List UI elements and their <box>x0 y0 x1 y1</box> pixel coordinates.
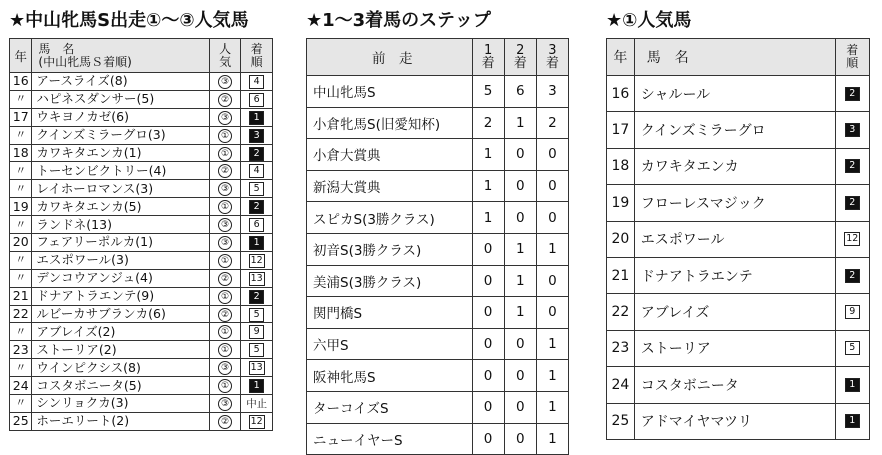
header-second-l1: 2 <box>516 43 525 58</box>
cell-previous-race: 新潟大賞典 <box>307 170 473 202</box>
finish-badge: 2 <box>249 290 264 304</box>
header-previous-race: 前 走 <box>307 39 473 76</box>
table-header-row <box>10 39 273 73</box>
cell-year: 20 <box>10 234 32 252</box>
cell-finish <box>241 73 273 91</box>
cell-year: 19 <box>607 185 635 221</box>
cell-finish <box>241 198 273 216</box>
cell-popularity <box>209 359 241 377</box>
header-second <box>504 39 536 76</box>
finish-badge: 13 <box>250 362 263 374</box>
cell-horse-name: アドマイヤマツリ <box>634 403 835 439</box>
cell-year: 17 <box>10 108 32 126</box>
cell-horse-name: クインズミラーグロ <box>634 112 835 148</box>
popularity-circle: ① <box>218 254 232 268</box>
cell-first-count: 1 <box>472 202 504 234</box>
cell-year: 23 <box>10 341 32 359</box>
finish-badge: 1 <box>249 111 264 125</box>
header-popularity-l1: 人 <box>219 41 232 56</box>
cell-year: 〃 <box>10 359 32 377</box>
cell-horse-name: エスポワール <box>634 221 835 257</box>
header-popularity <box>209 39 241 73</box>
cell-second-count: 0 <box>504 202 536 234</box>
cell-finish <box>835 294 869 330</box>
cell-year: 〃 <box>10 90 32 108</box>
table-row <box>10 108 273 126</box>
table-row <box>10 323 273 341</box>
cell-horse-name: デンコウアンジュ(4) <box>32 269 209 287</box>
cell-horse-name: カワキタエンカ(5) <box>32 198 209 216</box>
cell-horse-name: フェアリーポルカ(1) <box>32 234 209 252</box>
table-row <box>607 76 870 112</box>
finish-badge: 3 <box>845 123 860 137</box>
finish-badge: 2 <box>845 269 860 283</box>
table-row <box>10 359 273 377</box>
cell-year: 〃 <box>10 323 32 341</box>
table-row <box>307 391 569 423</box>
cell-first-count: 0 <box>472 265 504 297</box>
table-row <box>10 198 273 216</box>
table-header-row <box>607 39 870 76</box>
table-row <box>10 377 273 395</box>
table-header-row <box>307 39 569 76</box>
cell-finish <box>241 162 273 180</box>
header-name-main: 馬 名 <box>38 41 75 56</box>
cell-first-count: 0 <box>472 391 504 423</box>
table-row <box>10 251 273 269</box>
cell-finish <box>241 341 273 359</box>
cell-year: 〃 <box>10 180 32 198</box>
cell-horse-name: ルビーカサブランカ(6) <box>32 305 209 323</box>
cell-finish <box>241 323 273 341</box>
cell-horse-name: アブレイズ <box>634 294 835 330</box>
popularity-circle: ② <box>218 164 232 178</box>
table-popular-runners <box>9 38 273 431</box>
cell-previous-race: スピカS(3勝クラス) <box>307 202 473 234</box>
cell-finish <box>241 108 273 126</box>
cell-horse-name: アブレイズ(2) <box>32 323 209 341</box>
popularity-circle: ① <box>218 147 232 161</box>
cell-first-count: 0 <box>472 297 504 329</box>
cell-finish <box>835 221 869 257</box>
table-row <box>607 367 870 403</box>
header-first <box>472 39 504 76</box>
header-third <box>536 39 568 76</box>
title-top-popular-runners: ★中山牝馬S出走①～③人気馬 <box>9 10 249 31</box>
header-finish <box>835 39 869 76</box>
cell-finish <box>835 257 869 293</box>
finish-badge: 2 <box>249 200 264 214</box>
popularity-circle: ② <box>218 93 232 107</box>
cell-horse-name: レイホーロマンス(3) <box>32 180 209 198</box>
cell-year: 22 <box>10 305 32 323</box>
cell-previous-race: 小倉牝馬S(旧愛知杯) <box>307 107 473 139</box>
finish-badge: 2 <box>249 147 264 161</box>
cell-year: 〃 <box>10 269 32 287</box>
table-row <box>307 328 569 360</box>
popularity-circle: ② <box>218 415 232 429</box>
title-top3-steps: ★1～3着馬のステップ <box>306 10 491 31</box>
table-row <box>10 234 273 252</box>
cell-second-count: 0 <box>504 423 536 455</box>
cell-horse-name: シャルール <box>634 76 835 112</box>
cell-finish <box>241 269 273 287</box>
cell-finish <box>241 126 273 144</box>
cell-finish <box>835 76 869 112</box>
popularity-circle: ③ <box>218 182 232 196</box>
table-row <box>307 170 569 202</box>
cell-horse-name: コスタボニータ <box>634 367 835 403</box>
cell-year: 17 <box>607 112 635 148</box>
cell-popularity <box>209 412 241 430</box>
table-first-favorite <box>606 38 870 440</box>
finish-badge: 12 <box>846 233 859 245</box>
cell-previous-race: 美浦S(3勝クラス) <box>307 265 473 297</box>
cell-popularity <box>209 305 241 323</box>
table-row <box>10 180 273 198</box>
finish-badge: 2 <box>845 196 860 210</box>
header-finish-l1: 着 <box>250 41 263 56</box>
cell-popularity <box>209 341 241 359</box>
table-row <box>607 330 870 366</box>
finish-badge: 1 <box>845 378 860 392</box>
finish-badge: 5 <box>249 343 264 357</box>
cell-third-count: 2 <box>536 107 568 139</box>
cell-popularity <box>209 73 241 91</box>
cell-previous-race: 小倉大賞典 <box>307 139 473 171</box>
cell-finish <box>835 148 869 184</box>
cell-finish <box>241 395 273 413</box>
cell-popularity <box>209 251 241 269</box>
table-row <box>10 126 273 144</box>
popularity-circle: ③ <box>218 361 232 375</box>
popularity-circle: ③ <box>218 75 232 89</box>
cell-year: 16 <box>607 76 635 112</box>
popularity-circle: ① <box>218 200 232 214</box>
header-finish-l2: 順 <box>846 56 859 70</box>
table-row <box>10 287 273 305</box>
popularity-circle: ① <box>218 290 232 304</box>
finish-badge: 13 <box>250 272 263 284</box>
cell-third-count: 0 <box>536 170 568 202</box>
finish-badge: 12 <box>250 254 263 266</box>
cell-first-count: 5 <box>472 76 504 108</box>
cell-second-count: 0 <box>504 360 536 392</box>
cell-second-count: 0 <box>504 139 536 171</box>
cell-popularity <box>209 198 241 216</box>
header-third-l1: 3 <box>548 43 557 58</box>
table-row <box>607 112 870 148</box>
cell-finish <box>241 234 273 252</box>
cell-previous-race: 阪神牝馬S <box>307 360 473 392</box>
cell-popularity <box>209 234 241 252</box>
popularity-circle: ② <box>218 308 232 322</box>
header-second-l2: 着 <box>513 56 527 71</box>
table-row <box>307 202 569 234</box>
table-body <box>10 73 273 431</box>
cell-third-count: 1 <box>536 328 568 360</box>
table-row <box>10 216 273 234</box>
cell-previous-race: 初音S(3勝クラス) <box>307 233 473 265</box>
table-row <box>307 265 569 297</box>
cell-year: 〃 <box>10 126 32 144</box>
cell-previous-race: ニューイヤーS <box>307 423 473 455</box>
cell-horse-name: ホーエリート(2) <box>32 412 209 430</box>
finish-badge: 5 <box>249 182 264 196</box>
cell-second-count: 0 <box>504 170 536 202</box>
finish-badge: 1 <box>249 236 264 250</box>
table-row <box>607 185 870 221</box>
cell-horse-name: エスポワール(3) <box>32 251 209 269</box>
table-row <box>607 148 870 184</box>
cell-year: 19 <box>10 198 32 216</box>
popularity-circle: ② <box>218 272 232 286</box>
cell-popularity <box>209 126 241 144</box>
cell-popularity <box>209 144 241 162</box>
cell-horse-name: ウキヨノカゼ(6) <box>32 108 209 126</box>
finish-badge: 5 <box>845 341 860 355</box>
popularity-circle: ③ <box>218 397 232 411</box>
table-body <box>607 76 870 440</box>
cell-first-count: 0 <box>472 328 504 360</box>
table-row <box>10 269 273 287</box>
cell-year: 25 <box>607 403 635 439</box>
cell-previous-race: 中山牝馬S <box>307 76 473 108</box>
cell-horse-name: カワキタエンカ <box>634 148 835 184</box>
cell-third-count: 0 <box>536 265 568 297</box>
header-first-l2: 着 <box>481 56 495 71</box>
cell-horse-name: ウインピクシス(8) <box>32 359 209 377</box>
cell-third-count: 1 <box>536 423 568 455</box>
table-row <box>307 139 569 171</box>
header-year: 年 <box>10 39 32 73</box>
popularity-circle: ① <box>218 325 232 339</box>
cell-third-count: 1 <box>536 360 568 392</box>
cell-year: 23 <box>607 330 635 366</box>
cell-first-count: 1 <box>472 139 504 171</box>
header-finish <box>241 39 273 73</box>
cell-finish <box>835 112 869 148</box>
table-previous-race-steps <box>306 38 569 455</box>
cell-year: 18 <box>607 148 635 184</box>
cell-popularity <box>209 180 241 198</box>
cell-third-count: 0 <box>536 202 568 234</box>
cell-horse-name: カワキタエンカ(1) <box>32 144 209 162</box>
cell-horse-name: シンリョクカ(3) <box>32 395 209 413</box>
header-finish-l2: 順 <box>250 54 263 69</box>
cell-finish <box>241 251 273 269</box>
cell-finish <box>835 367 869 403</box>
header-year: 年 <box>607 39 635 76</box>
table-row <box>307 360 569 392</box>
finish-badge: 中止 <box>246 397 268 410</box>
cell-year: 20 <box>607 221 635 257</box>
cell-popularity <box>209 216 241 234</box>
cell-third-count: 0 <box>536 297 568 329</box>
table-row <box>10 412 273 430</box>
cell-horse-name: トーセンビクトリー(4) <box>32 162 209 180</box>
cell-first-count: 0 <box>472 423 504 455</box>
cell-first-count: 2 <box>472 107 504 139</box>
finish-badge: 4 <box>249 75 264 89</box>
finish-badge: 1 <box>845 414 860 428</box>
popularity-circle: ① <box>218 379 232 393</box>
popularity-circle: ③ <box>218 218 232 232</box>
finish-badge: 1 <box>249 379 264 393</box>
cell-finish <box>241 377 273 395</box>
cell-horse-name: ドナアトラエンテ(9) <box>32 287 209 305</box>
cell-finish <box>835 403 869 439</box>
cell-second-count: 1 <box>504 233 536 265</box>
cell-year: 〃 <box>10 251 32 269</box>
table-row <box>10 341 273 359</box>
cell-finish <box>241 305 273 323</box>
cell-finish <box>241 216 273 234</box>
cell-third-count: 1 <box>536 391 568 423</box>
cell-first-count: 0 <box>472 360 504 392</box>
header-finish-l1: 着 <box>846 43 859 57</box>
table-body <box>307 76 569 455</box>
cell-year: 22 <box>607 294 635 330</box>
cell-popularity <box>209 162 241 180</box>
cell-first-count: 0 <box>472 233 504 265</box>
cell-horse-name: ストーリア(2) <box>32 341 209 359</box>
cell-popularity <box>209 90 241 108</box>
cell-popularity <box>209 287 241 305</box>
cell-second-count: 0 <box>504 391 536 423</box>
header-third-l2: 着 <box>545 56 559 71</box>
finish-badge: 3 <box>249 129 264 143</box>
header-name-sub: (中山牝馬Ｓ着順) <box>38 54 132 69</box>
finish-badge: 2 <box>845 87 860 101</box>
cell-year: 21 <box>607 257 635 293</box>
cell-finish <box>241 287 273 305</box>
cell-finish <box>241 412 273 430</box>
popularity-circle: ① <box>218 129 232 143</box>
cell-year: 24 <box>607 367 635 403</box>
cell-finish <box>241 144 273 162</box>
cell-horse-name: アースライズ(8) <box>32 73 209 91</box>
cell-second-count: 1 <box>504 297 536 329</box>
cell-horse-name: フローレスマジック <box>634 185 835 221</box>
cell-second-count: 6 <box>504 76 536 108</box>
cell-first-count: 1 <box>472 170 504 202</box>
cell-popularity <box>209 108 241 126</box>
cell-popularity <box>209 377 241 395</box>
cell-horse-name: コスタボニータ(5) <box>32 377 209 395</box>
header-popularity-l2: 気 <box>219 54 232 69</box>
cell-year: 21 <box>10 287 32 305</box>
table-row <box>307 233 569 265</box>
cell-year: 〃 <box>10 395 32 413</box>
finish-badge: 5 <box>249 308 264 322</box>
table-row <box>10 144 273 162</box>
cell-year: 24 <box>10 377 32 395</box>
cell-finish <box>835 330 869 366</box>
table-row <box>307 107 569 139</box>
table-row <box>10 305 273 323</box>
cell-finish <box>241 90 273 108</box>
cell-popularity <box>209 269 241 287</box>
table-row <box>607 257 870 293</box>
cell-year: 16 <box>10 73 32 91</box>
cell-year: 〃 <box>10 162 32 180</box>
cell-finish <box>241 359 273 377</box>
cell-second-count: 0 <box>504 328 536 360</box>
popularity-circle: ③ <box>218 111 232 125</box>
header-name <box>32 39 209 73</box>
table-row <box>607 294 870 330</box>
finish-badge: 9 <box>845 305 860 319</box>
cell-third-count: 1 <box>536 233 568 265</box>
cell-year: 〃 <box>10 216 32 234</box>
table-row <box>10 73 273 91</box>
cell-popularity <box>209 323 241 341</box>
cell-year: 18 <box>10 144 32 162</box>
cell-third-count: 3 <box>536 76 568 108</box>
table-row <box>10 90 273 108</box>
table-row <box>307 423 569 455</box>
finish-badge: 4 <box>249 164 264 178</box>
finish-badge: 6 <box>249 218 264 232</box>
finish-badge: 12 <box>250 415 263 427</box>
cell-horse-name: ストーリア <box>634 330 835 366</box>
cell-horse-name: クインズミラーグロ(3) <box>32 126 209 144</box>
cell-horse-name: ランドネ(13) <box>32 216 209 234</box>
header-name: 馬 名 <box>634 39 835 76</box>
cell-second-count: 1 <box>504 107 536 139</box>
cell-horse-name: ハピネスダンサー(5) <box>32 90 209 108</box>
table-row <box>307 297 569 329</box>
popularity-circle: ① <box>218 343 232 357</box>
cell-previous-race: 六甲S <box>307 328 473 360</box>
table-row <box>607 221 870 257</box>
cell-finish <box>241 180 273 198</box>
cell-previous-race: 関門橋S <box>307 297 473 329</box>
cell-year: 25 <box>10 412 32 430</box>
cell-horse-name: ドナアトラエンテ <box>634 257 835 293</box>
table-row <box>607 403 870 439</box>
cell-second-count: 1 <box>504 265 536 297</box>
cell-previous-race: ターコイズS <box>307 391 473 423</box>
popularity-circle: ③ <box>218 236 232 250</box>
table-row <box>10 395 273 413</box>
finish-badge: 6 <box>249 93 264 107</box>
title-first-favorite: ★①人気馬 <box>606 10 692 31</box>
header-first-l1: 1 <box>483 43 493 58</box>
table-row <box>10 162 273 180</box>
table-row <box>307 76 569 108</box>
cell-popularity <box>209 395 241 413</box>
cell-third-count: 0 <box>536 139 568 171</box>
cell-finish <box>835 185 869 221</box>
finish-badge: 9 <box>249 325 264 339</box>
finish-badge: 2 <box>845 159 860 173</box>
